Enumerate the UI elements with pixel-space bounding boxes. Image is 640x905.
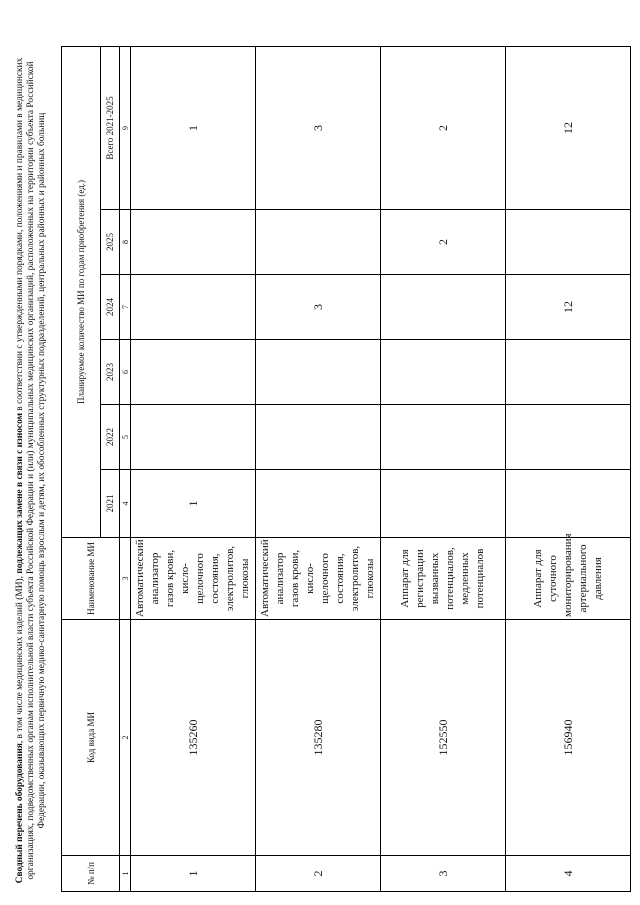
row-2024: 3 [256, 275, 381, 340]
row-2022 [506, 405, 631, 470]
row-name: Аппарат для регистрации вызванных потенциалов, медленных потенциалов [381, 538, 506, 620]
header-year-2023: 2023 [101, 340, 120, 405]
caption-text-2: в соответствии с утвержденными порядками, положениями и правилами в медицинских организациях, подведомственных органам исполнительной власти субъекта Российской Федерации и (или) муниципальных медицинских организаций, расположенных на территории субъекта Российской Федерации, оказывающих первичную медико-санитарную помощь взрослым и детям, их обособленных структурных подразделений, центральных районных и районных больниц [15, 57, 47, 880]
caption-bold-2: подлежащих замене в связи с износом [15, 413, 25, 574]
row-code: 156940 [506, 620, 631, 856]
header-year-2021: 2021 [101, 470, 120, 538]
row-2025: 2 [381, 210, 506, 275]
row-2021 [381, 470, 506, 538]
row-2023 [506, 340, 631, 405]
table-row [256, 46, 381, 891]
row-2023 [256, 340, 381, 405]
row-2021 [506, 470, 631, 538]
header-total: Всего 2021-2025 [101, 46, 120, 209]
row-code: 135260 [131, 620, 256, 856]
header-year-2024: 2024 [101, 275, 120, 340]
row-2025 [131, 210, 256, 275]
header-num: № п/п [62, 856, 120, 892]
row-2025 [506, 210, 631, 275]
caption-bold-1: Сводный перечень оборудования [15, 743, 25, 884]
row-code: 135280 [256, 620, 381, 856]
row-2021: 1 [131, 470, 256, 538]
column-number: 6 [120, 340, 131, 405]
header-name: Наименование МИ [62, 538, 120, 620]
row-2023 [131, 340, 256, 405]
row-2024: 12 [506, 275, 631, 340]
row-name: Автоматический анализатор газов крови, кисло-щелочного состояния, электролитов, глюкозы [256, 538, 381, 620]
row-name: Автоматический анализатор газов крови, кисло-щелочного состояния, электролитов, глюкозы [131, 538, 256, 620]
row-total: 1 [131, 46, 256, 209]
row-2023 [381, 340, 506, 405]
row-num: 4 [506, 856, 631, 892]
column-number: 2 [120, 620, 131, 856]
row-2024 [131, 275, 256, 340]
row-num: 2 [256, 856, 381, 892]
table-row [131, 46, 256, 891]
column-number: 9 [120, 46, 131, 209]
row-total: 2 [381, 46, 506, 209]
row-2022 [256, 405, 381, 470]
row-name: Аппарат для суточного мониторирования артериального давления [506, 538, 631, 620]
table-row [381, 46, 506, 891]
document-caption [15, 53, 48, 888]
header-code: Код вида МИ [62, 620, 120, 856]
equipment-table [61, 46, 631, 892]
column-number: 3 [120, 538, 131, 620]
row-2022 [131, 405, 256, 470]
header-year-2022: 2022 [101, 405, 120, 470]
header-planned: Планируемое количество МИ по годам приобретения (ед.) [62, 46, 101, 537]
column-number: 4 [120, 470, 131, 538]
row-code: 152550 [381, 620, 506, 856]
row-2022 [381, 405, 506, 470]
column-number: 8 [120, 210, 131, 275]
row-num: 1 [131, 856, 256, 892]
rotated-page [13, 47, 604, 892]
row-2021 [256, 470, 381, 538]
caption-text-1: , в том числе медицинских изделий (МИ), [15, 573, 25, 744]
row-2024 [381, 275, 506, 340]
column-number: 5 [120, 405, 131, 470]
column-number: 1 [120, 856, 131, 892]
table-row [506, 46, 631, 891]
row-total: 3 [256, 46, 381, 209]
row-num: 3 [381, 856, 506, 892]
header-year-2025: 2025 [101, 210, 120, 275]
row-total: 12 [506, 46, 631, 209]
column-number: 7 [120, 275, 131, 340]
row-2025 [256, 210, 381, 275]
